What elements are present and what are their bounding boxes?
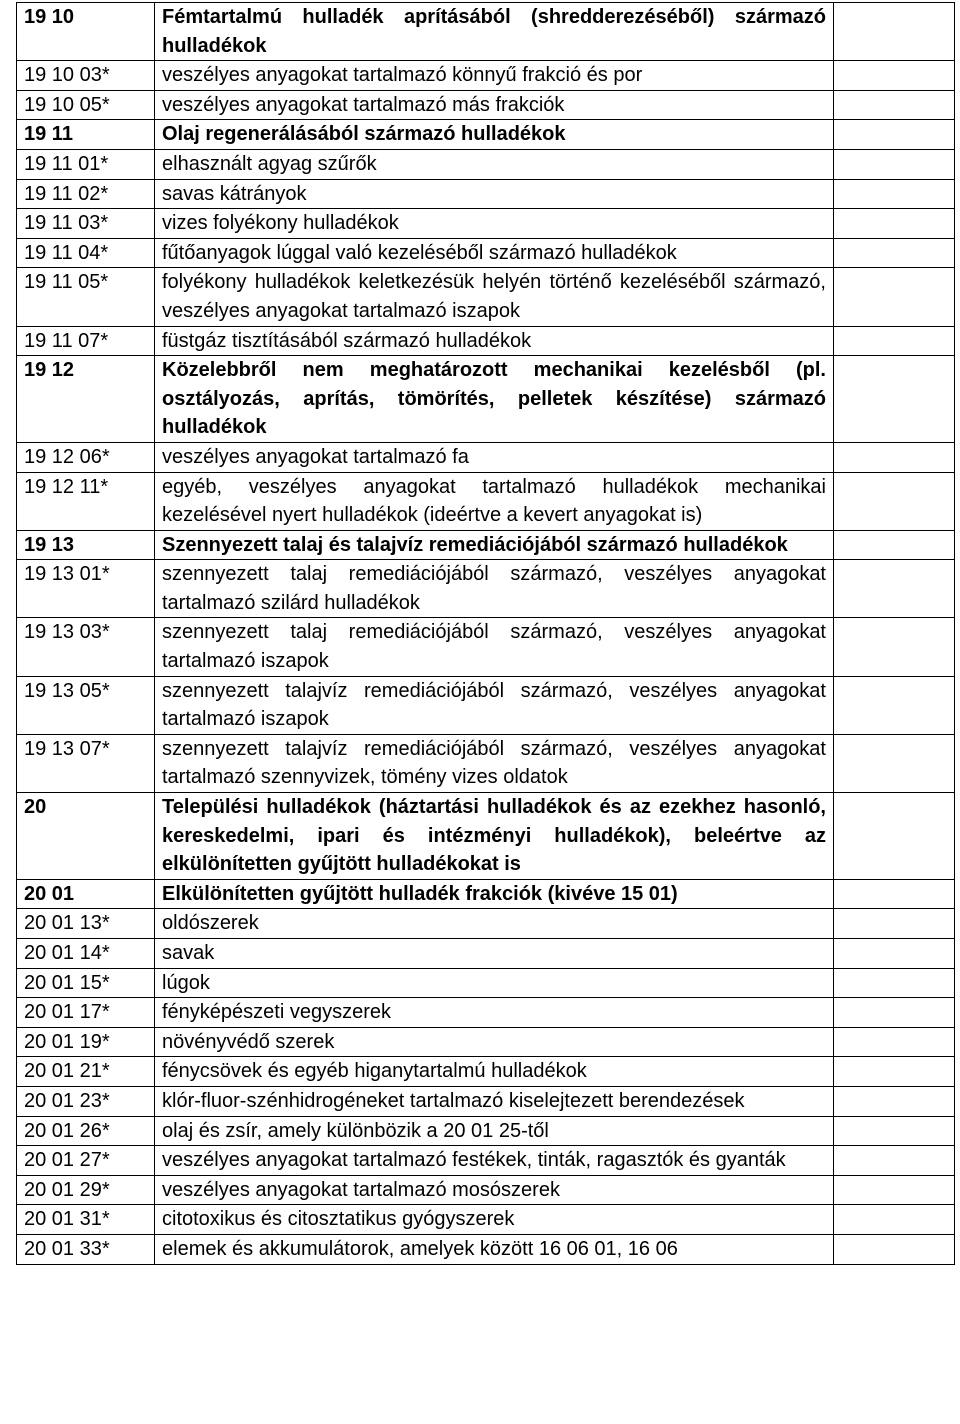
- waste-code-table: [16, 2, 955, 1265]
- waste-description-cell: Fémtartalmú hulladék aprításából (shredderezéséből) származó hulladékok: [155, 3, 834, 61]
- empty-cell: [834, 1146, 955, 1176]
- waste-description-cell: Közelebbről nem meghatározott mechanikai kezelésből (pl. osztályozás, aprítás, tömörítés, pelletek készítése) származó hulladékok: [155, 356, 834, 443]
- waste-code-cell: 20 01: [17, 879, 155, 909]
- empty-cell: [834, 90, 955, 120]
- empty-cell: [834, 530, 955, 560]
- waste-description-cell: Olaj regenerálásából származó hulladékok: [155, 120, 834, 150]
- table-row: [17, 3, 955, 61]
- waste-code-cell: 20 01 13*: [17, 909, 155, 939]
- waste-description-cell: Szennyezett talaj és talajvíz remediációjából származó hulladékok: [155, 530, 834, 560]
- waste-code-cell: 19 13 03*: [17, 618, 155, 676]
- table-row: [17, 179, 955, 209]
- table-row: [17, 939, 955, 969]
- waste-code-cell: 19 13 07*: [17, 734, 155, 792]
- empty-cell: [834, 238, 955, 268]
- waste-description-cell: növényvédő szerek: [155, 1027, 834, 1057]
- waste-description-cell: veszélyes anyagokat tartalmazó mosószerek: [155, 1175, 834, 1205]
- table-row: [17, 1057, 955, 1087]
- waste-description-cell: veszélyes anyagokat tartalmazó könnyű frakció és por: [155, 61, 834, 91]
- waste-description-cell: lúgok: [155, 968, 834, 998]
- empty-cell: [834, 268, 955, 326]
- empty-cell: [834, 1175, 955, 1205]
- table-row: [17, 326, 955, 356]
- table-row: [17, 1234, 955, 1264]
- table-row: [17, 909, 955, 939]
- waste-code-cell: 19 12: [17, 356, 155, 443]
- waste-code-cell: 19 11 02*: [17, 179, 155, 209]
- waste-code-cell: 19 13 01*: [17, 560, 155, 618]
- waste-description-cell: vizes folyékony hulladékok: [155, 209, 834, 239]
- table-row: [17, 618, 955, 676]
- waste-description-cell: savak: [155, 939, 834, 969]
- table-row: [17, 120, 955, 150]
- empty-cell: [834, 618, 955, 676]
- empty-cell: [834, 998, 955, 1028]
- empty-cell: [834, 1027, 955, 1057]
- waste-description-cell: szennyezett talajvíz remediációjából származó, veszélyes anyagokat tartalmazó szennyvizek, tömény vizes oldatok: [155, 734, 834, 792]
- table-row: [17, 1146, 955, 1176]
- waste-code-cell: 19 11 05*: [17, 268, 155, 326]
- waste-description-cell: szennyezett talaj remediációjából származó, veszélyes anyagokat tartalmazó iszapok: [155, 618, 834, 676]
- waste-description-cell: citotoxikus és citosztatikus gyógyszerek: [155, 1205, 834, 1235]
- waste-description-cell: klór-fluor-szénhidrogéneket tartalmazó kiselejtezett berendezések: [155, 1086, 834, 1116]
- table-row: [17, 1205, 955, 1235]
- waste-code-cell: 19 12 11*: [17, 472, 155, 530]
- empty-cell: [834, 149, 955, 179]
- waste-description-cell: folyékony hulladékok keletkezésük helyén történő kezeléséből származó, veszélyes anyagokat tartalmazó iszapok: [155, 268, 834, 326]
- empty-cell: [834, 179, 955, 209]
- empty-cell: [834, 1086, 955, 1116]
- table-row: [17, 442, 955, 472]
- empty-cell: [834, 442, 955, 472]
- table-row: [17, 998, 955, 1028]
- table-row: [17, 238, 955, 268]
- table-row: [17, 209, 955, 239]
- table-row: [17, 1027, 955, 1057]
- table-row: [17, 676, 955, 734]
- waste-code-table-body: [17, 3, 955, 1265]
- waste-description-cell: oldószerek: [155, 909, 834, 939]
- waste-description-cell: veszélyes anyagokat tartalmazó fa: [155, 442, 834, 472]
- table-row: [17, 268, 955, 326]
- table-row: [17, 149, 955, 179]
- empty-cell: [834, 472, 955, 530]
- waste-code-cell: 20 01 17*: [17, 998, 155, 1028]
- waste-description-cell: veszélyes anyagokat tartalmazó más frakciók: [155, 90, 834, 120]
- table-row: [17, 968, 955, 998]
- waste-description-cell: elemek és akkumulátorok, amelyek között 16 06 01, 16 06: [155, 1234, 834, 1264]
- table-row: [17, 793, 955, 880]
- empty-cell: [834, 879, 955, 909]
- table-row: [17, 734, 955, 792]
- waste-code-cell: 19 11 01*: [17, 149, 155, 179]
- waste-description-cell: elhasznált agyag szűrők: [155, 149, 834, 179]
- waste-description-cell: veszélyes anyagokat tartalmazó festékek, tinták, ragasztók és gyanták: [155, 1146, 834, 1176]
- waste-description-cell: savas kátrányok: [155, 179, 834, 209]
- waste-code-cell: 19 10 03*: [17, 61, 155, 91]
- waste-code-cell: 20 01 31*: [17, 1205, 155, 1235]
- empty-cell: [834, 734, 955, 792]
- waste-description-cell: Elkülönítetten gyűjtött hulladék frakciók (kivéve 15 01): [155, 879, 834, 909]
- waste-code-cell: 20 01 26*: [17, 1116, 155, 1146]
- table-row: [17, 1116, 955, 1146]
- empty-cell: [834, 939, 955, 969]
- empty-cell: [834, 1116, 955, 1146]
- waste-description-cell: fényképészeti vegyszerek: [155, 998, 834, 1028]
- table-row: [17, 879, 955, 909]
- empty-cell: [834, 676, 955, 734]
- waste-code-cell: 19 10: [17, 3, 155, 61]
- empty-cell: [834, 1057, 955, 1087]
- waste-description-cell: fénycsövek és egyéb higanytartalmú hulladékok: [155, 1057, 834, 1087]
- waste-code-cell: 19 12 06*: [17, 442, 155, 472]
- empty-cell: [834, 120, 955, 150]
- waste-description-cell: Települési hulladékok (háztartási hulladékok és az ezekhez hasonló, kereskedelmi, ipari és intézményi hulladékok), beleértve az elkülönítetten gyűjtött hulladékokat is: [155, 793, 834, 880]
- waste-code-cell: 19 10 05*: [17, 90, 155, 120]
- waste-description-cell: szennyezett talajvíz remediációjából származó, veszélyes anyagokat tartalmazó iszapok: [155, 676, 834, 734]
- waste-code-cell: 19 11 04*: [17, 238, 155, 268]
- waste-description-cell: szennyezett talaj remediációjából származó, veszélyes anyagokat tartalmazó szilárd hulladékok: [155, 560, 834, 618]
- empty-cell: [834, 793, 955, 880]
- table-row: [17, 356, 955, 443]
- table-row: [17, 61, 955, 91]
- empty-cell: [834, 909, 955, 939]
- waste-code-cell: 19 13: [17, 530, 155, 560]
- waste-code-cell: 19 13 05*: [17, 676, 155, 734]
- waste-code-cell: 20 01 29*: [17, 1175, 155, 1205]
- waste-code-cell: 19 11 07*: [17, 326, 155, 356]
- waste-code-cell: 20 01 19*: [17, 1027, 155, 1057]
- waste-code-cell: 19 11 03*: [17, 209, 155, 239]
- table-row: [17, 1175, 955, 1205]
- waste-description-cell: egyéb, veszélyes anyagokat tartalmazó hulladékok mechanikai kezelésével nyert hulladékok (ideértve a kevert anyagokat is): [155, 472, 834, 530]
- table-row: [17, 90, 955, 120]
- table-row: [17, 1086, 955, 1116]
- empty-cell: [834, 326, 955, 356]
- waste-description-cell: olaj és zsír, amely különbözik a 20 01 25-től: [155, 1116, 834, 1146]
- waste-code-cell: 20 01 23*: [17, 1086, 155, 1116]
- waste-code-cell: 20 01 27*: [17, 1146, 155, 1176]
- table-row: [17, 472, 955, 530]
- table-row: [17, 560, 955, 618]
- waste-code-cell: 19 11: [17, 120, 155, 150]
- waste-code-cell: 20 01 33*: [17, 1234, 155, 1264]
- empty-cell: [834, 1234, 955, 1264]
- waste-code-cell: 20: [17, 793, 155, 880]
- waste-code-cell: 20 01 21*: [17, 1057, 155, 1087]
- empty-cell: [834, 560, 955, 618]
- waste-code-cell: 20 01 15*: [17, 968, 155, 998]
- waste-description-cell: füstgáz tisztításából származó hulladékok: [155, 326, 834, 356]
- empty-cell: [834, 209, 955, 239]
- table-row: [17, 530, 955, 560]
- empty-cell: [834, 61, 955, 91]
- empty-cell: [834, 968, 955, 998]
- empty-cell: [834, 1205, 955, 1235]
- waste-description-cell: fűtőanyagok lúggal való kezeléséből származó hulladékok: [155, 238, 834, 268]
- empty-cell: [834, 3, 955, 61]
- waste-code-cell: 20 01 14*: [17, 939, 155, 969]
- empty-cell: [834, 356, 955, 443]
